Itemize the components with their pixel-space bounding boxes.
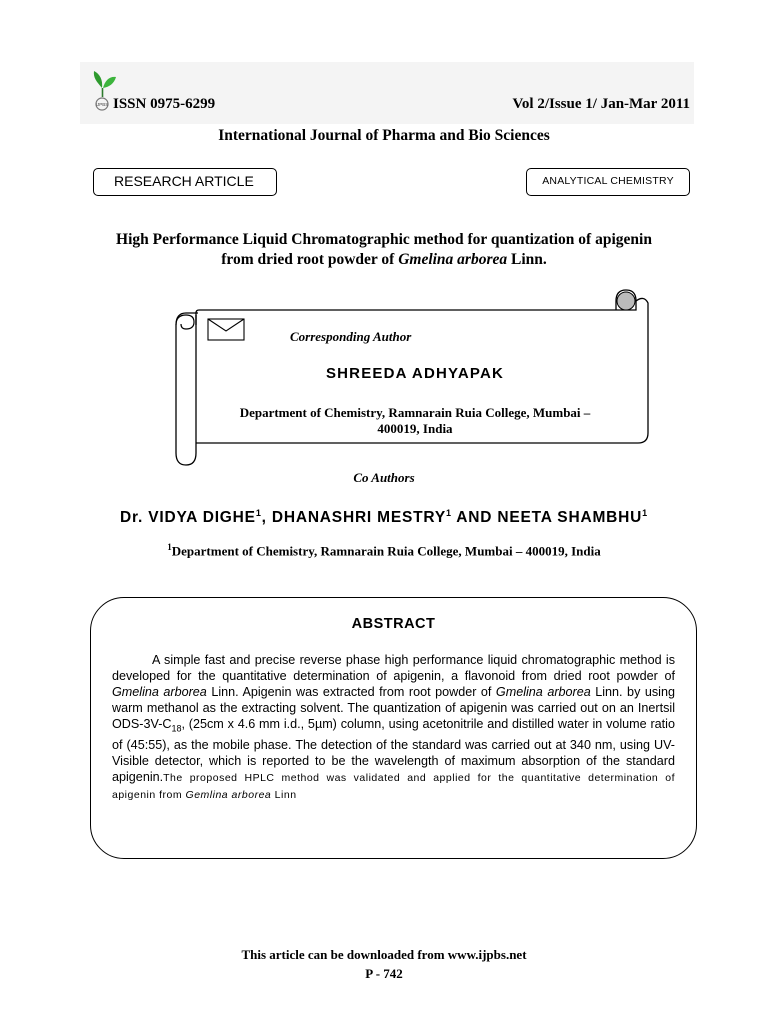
envelope-icon [207,318,245,341]
title-line-2-italic: Gmelina arborea [398,251,508,268]
abstract-subscript: 18 [171,723,182,734]
affil-sup: 1 [642,508,648,518]
co-authors-affiliation [0,542,768,559]
dept-line-1: Department of Chemistry, Ramnarain Ruia College, Mumbai – [239,405,591,420]
affil-sup: 1 [445,508,452,518]
title-line-2-pre: from dried root powder of [221,251,399,268]
corresponding-author-name: SHREEDA ADHYAPAK [325,365,505,382]
title-line-1: High Performance Liquid Chromatographic method for quantization of apigenin [116,231,652,248]
affiliation-text: Department of Chemistry, Ramnarain Ruia College, Mumbai – 400019, India [171,543,601,559]
abstract-italic: Gmelina arborea [495,685,591,700]
article-title [60,230,708,270]
volume-issue: Vol 2/Issue 1/ Jan-Mar 2011 [512,96,690,112]
corresponding-author-label: Corresponding Author [290,329,412,344]
corresponding-author-dept [200,405,630,437]
coauthor-3: AND NEETA SHAMBHU [451,509,643,527]
page-number: P - 742 [365,966,403,981]
abstract-text-small: Linn [271,789,297,802]
dept-line-2: 400019, India [377,421,453,436]
affil-sup: 1 [255,508,262,518]
abstract-text-small: The proposed HPLC method was validated and applied for the quantitative determination of apigenin from [112,772,675,802]
co-authors-label: Co Authors [353,470,415,485]
coauthor-1: Dr. VIDYA DIGHE [120,509,256,527]
issn: ISSN 0975-6299 [113,96,216,112]
abstract-italic-small: Gemlina arborea [185,789,272,802]
header-band [80,62,694,124]
journal-name: International Journal of Pharma and Bio Sciences [218,127,550,144]
abstract-body [112,652,675,803]
abstract-text: , (25cm x 4.6 mm i.d., 5µm) column, using acetonitrile and distilled water in volume ratio of (45:55), as the mobile phase. The detection of the standard was carried out at 340 nm, using UV-Visible detector, which is reported to be the wavelength of maximum absorption of the standard apigenin. [112,717,675,785]
article-type-badge: RESEARCH ARTICLE [93,168,277,196]
abstract-text: A simple fast and precise reverse phase high performance liquid chromatographic method is developed for the quantitative determination of apigenin, a flavonoid from dried root powder of [112,653,675,684]
title-line-2-post: Linn. [507,251,547,268]
affil-sup: 1 [167,542,172,552]
abstract-heading: ABSTRACT [351,616,436,632]
abstract-text: Linn. Apigenin was extracted from root powder of [206,685,496,700]
svg-text:IJPBS: IJPBS [95,102,109,107]
abstract-text: Linn. by using warm methanol as the extracting solvent. The quantization of apigenin was carried out on an Inertsil ODS-3V-C [112,685,675,732]
abstract-italic: Gmelina arborea [112,685,207,700]
download-note: This article can be downloaded from www.ijpbs.net [241,947,527,962]
category-badge: ANALYTICAL CHEMISTRY [526,168,690,196]
coauthor-2: , DHANASHRI MESTRY [261,509,446,527]
co-authors-list [0,508,768,527]
